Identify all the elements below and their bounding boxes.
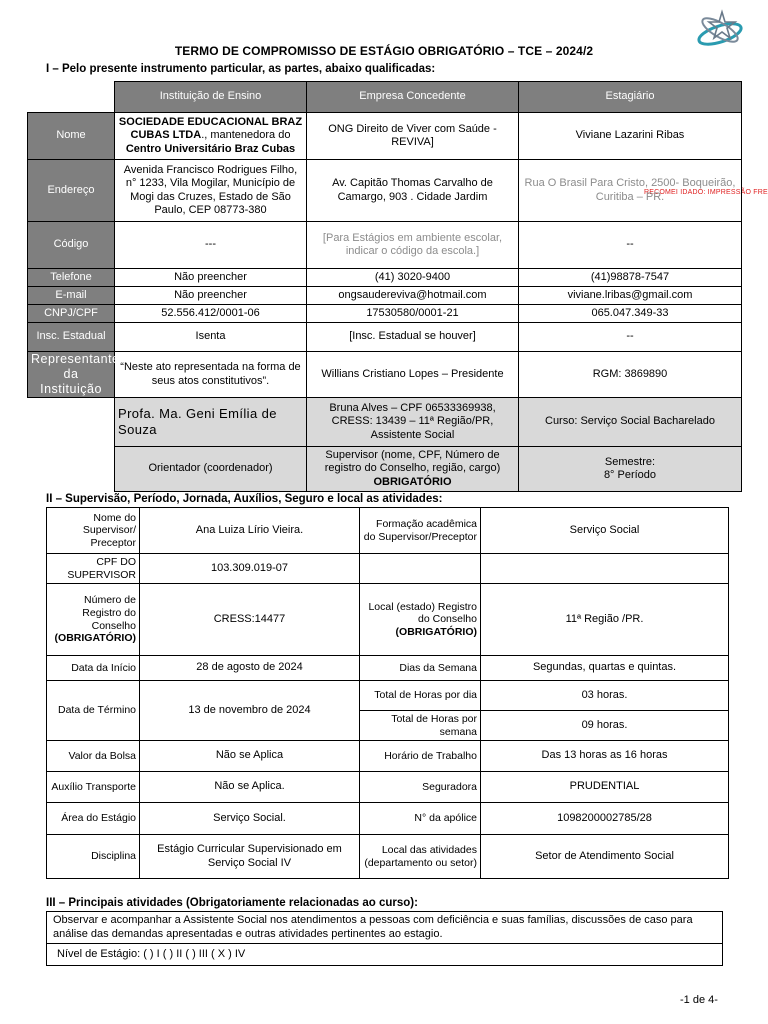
disciplina: Estágio Curricular Supervisionado em Serviço Social IV <box>140 835 360 879</box>
row-label-nome: Nome <box>28 113 115 160</box>
horas-semana: 09 horas. <box>481 711 729 741</box>
inicio-label: Data da Início <box>47 656 140 681</box>
curso: Curso: Serviço Social Bacharelado <box>519 398 742 447</box>
header-instituicao: Instituição de Ensino <box>115 82 307 113</box>
row-label-telefone: Telefone <box>28 269 115 287</box>
document-title: TERMO DE COMPROMISSO DE ESTÁGIO OBRIGATÓRIO – TCE – 2024/2 <box>174 44 594 58</box>
endereco-instituicao: Avenida Francisco Rodrigues Filho, n° 1233, Vila Mogilar, Município de Mogi das Cruzes, Estado de São Paulo, CEP 08773-380 <box>115 160 307 222</box>
nome-supervisor-label: Nome do Supervisor/ Preceptor <box>47 508 140 554</box>
nome-supervisor: Ana Luiza Lírio Vieira. <box>140 508 360 554</box>
row-label-email: E-mail <box>28 287 115 305</box>
section1-heading: I – Pelo presente instrumento particular, as partes, abaixo qualificadas: <box>46 63 436 75</box>
endereco-empresa: Av. Capitão Thomas Carvalho de Camargo, 903 . Cidade Jardim <box>307 160 519 222</box>
email-empresa: ongsaudereviva@hotmail.com <box>307 287 519 305</box>
details-table <box>46 507 729 879</box>
cpf-supervisor: 103.309.019-07 <box>140 554 360 584</box>
horas-dia: 03 horas. <box>481 681 729 711</box>
cnpj-estagiario: 065.047.349-33 <box>519 305 742 323</box>
row-label-insc: Insc. Estadual <box>28 323 115 352</box>
data-inicio: 28 de agosto de 2024 <box>140 656 360 681</box>
section3-heading: III – Principais atividades (Obrigatoriamente relacionadas ao curso): <box>46 897 418 909</box>
header-estagiario: Estagiário <box>519 82 742 113</box>
email-instituicao: Não preencher <box>115 287 307 305</box>
section2-heading: II – Supervisão, Período, Jornada, Auxílios, Seguro e local as atividades: <box>46 493 443 505</box>
dias-label: Dias da Semana <box>360 656 481 681</box>
supervisor-label: Supervisor (nome, CPF, Número de registro do Conselho, região, cargo) OBRIGATÓRIO <box>307 447 519 492</box>
nivel-estagio: Nível de Estágio: ( ) I ( ) II ( ) III ( X ) IV <box>47 944 723 966</box>
telefone-instituicao: Não preencher <box>115 269 307 287</box>
data-termino: 13 de novembro de 2024 <box>140 681 360 741</box>
telefone-empresa: (41) 3020-9400 <box>307 269 519 287</box>
cnpj-empresa: 17530580/0001-21 <box>307 305 519 323</box>
insc-empresa: [Insc. Estadual se houver] <box>307 323 519 352</box>
registro-conselho: CRESS:14477 <box>140 584 360 656</box>
local-atividades-label: Local das atividades (departamento ou setor) <box>360 835 481 879</box>
row-label-codigo: Código <box>28 222 115 269</box>
termino-label: Data de Término <box>47 681 140 741</box>
disciplina-label: Disciplina <box>47 835 140 879</box>
codigo-estagiario: -- <box>519 222 742 269</box>
parties-table <box>27 81 742 492</box>
nome-empresa: ONG Direito de Viver com Saúde - REVIVA] <box>307 113 519 160</box>
apolice-label: N° da apólice <box>360 803 481 835</box>
representante-empresa: Willians Cristiano Lopes – Presidente <box>307 352 519 398</box>
horas-semana-label: Total de Horas por semana <box>360 711 481 741</box>
insc-estagiario: -- <box>519 323 742 352</box>
horario-label: Horário de Trabalho <box>360 741 481 772</box>
telefone-estagiario: (41)98878-7547 <box>519 269 742 287</box>
row-label-representante: Representante da Instituição <box>28 352 115 398</box>
row-label-endereco: Endereço <box>28 160 115 222</box>
seguradora: PRUDENTIAL <box>481 772 729 803</box>
formacao: Serviço Social <box>481 508 729 554</box>
activities-table <box>46 911 723 966</box>
bolsa-label: Valor da Bolsa <box>47 741 140 772</box>
auxilio-transporte: Não se Aplica. <box>140 772 360 803</box>
activities-text: Observar e acompanhar a Assistente Social nos atendimentos a pessoas com deficiência e suas famílias, discussões de caso para análise das demandas apresentadas e outras atividades pertinentes ao estagio. <box>47 912 723 944</box>
local-atividades: Setor de Atendimento Social <box>481 835 729 879</box>
auxilio-label: Auxílio Transporte <box>47 772 140 803</box>
registro-label: Número de Registro do Conselho (OBRIGATÓRIO) <box>47 584 140 656</box>
header-empresa: Empresa Concedente <box>307 82 519 113</box>
area-estagio: Serviço Social. <box>140 803 360 835</box>
representante-estagiario: RGM: 3869890 <box>519 352 742 398</box>
endereco-estagiario: Rua O Brasil Para Cristo, 2500- Boqueirão, Curitiba – PR. <box>519 160 742 222</box>
seguradora-label: Seguradora <box>360 772 481 803</box>
horas-dia-label: Total de Horas por dia <box>360 681 481 711</box>
orientador-name: Profa. Ma. Geni Emília de Souza <box>115 398 307 447</box>
formacao-label: Formação acadêmica do Supervisor/Preceptor <box>360 508 481 554</box>
local-registro: 11ª Região /PR. <box>481 584 729 656</box>
supervisor-name: Bruna Alves – CPF 06533369938, CRESS: 13439 – 11ª Região/PR, Assistente Social <box>307 398 519 447</box>
nome-estagiario: Viviane Lazarini Ribas <box>519 113 742 160</box>
semestre: Semestre: 8° Período <box>519 447 742 492</box>
email-estagiario: viviane.lribas@gmail.com <box>519 287 742 305</box>
valor-bolsa: Não se Aplica <box>140 741 360 772</box>
area-label: Área do Estágio <box>47 803 140 835</box>
insc-instituicao: Isenta <box>115 323 307 352</box>
nome-instituicao: SOCIEDADE EDUCACIONAL BRAZ CUBAS LTDA., mantenedora do Centro Universitário Braz Cubas <box>115 113 307 160</box>
page-number: -1 de 4- <box>680 994 718 1006</box>
representante-instituicao: “Neste ato representada na forma de seus atos constitutivos”. <box>115 352 307 398</box>
watermark: RECOMEI IDADO: IMPRESSÃO FRE <box>644 189 768 196</box>
numero-apolice: 1098200002785/28 <box>481 803 729 835</box>
orientador-label: Orientador (coordenador) <box>115 447 307 492</box>
local-registro-label: Local (estado) Registro do Conselho (OBRIGATÓRIO) <box>360 584 481 656</box>
codigo-instituicao: --- <box>115 222 307 269</box>
cpf-supervisor-label: CPF DO SUPERVISOR <box>47 554 140 584</box>
cnpj-instituicao: 52.556.412/0001-06 <box>115 305 307 323</box>
dias-semana: Segundas, quartas e quintas. <box>481 656 729 681</box>
codigo-empresa: [Para Estágios em ambiente escolar, indicar o código da escola.] <box>307 222 519 269</box>
horario-trabalho: Das 13 horas as 16 horas <box>481 741 729 772</box>
row-label-cnpj: CNPJ/CPF <box>28 305 115 323</box>
